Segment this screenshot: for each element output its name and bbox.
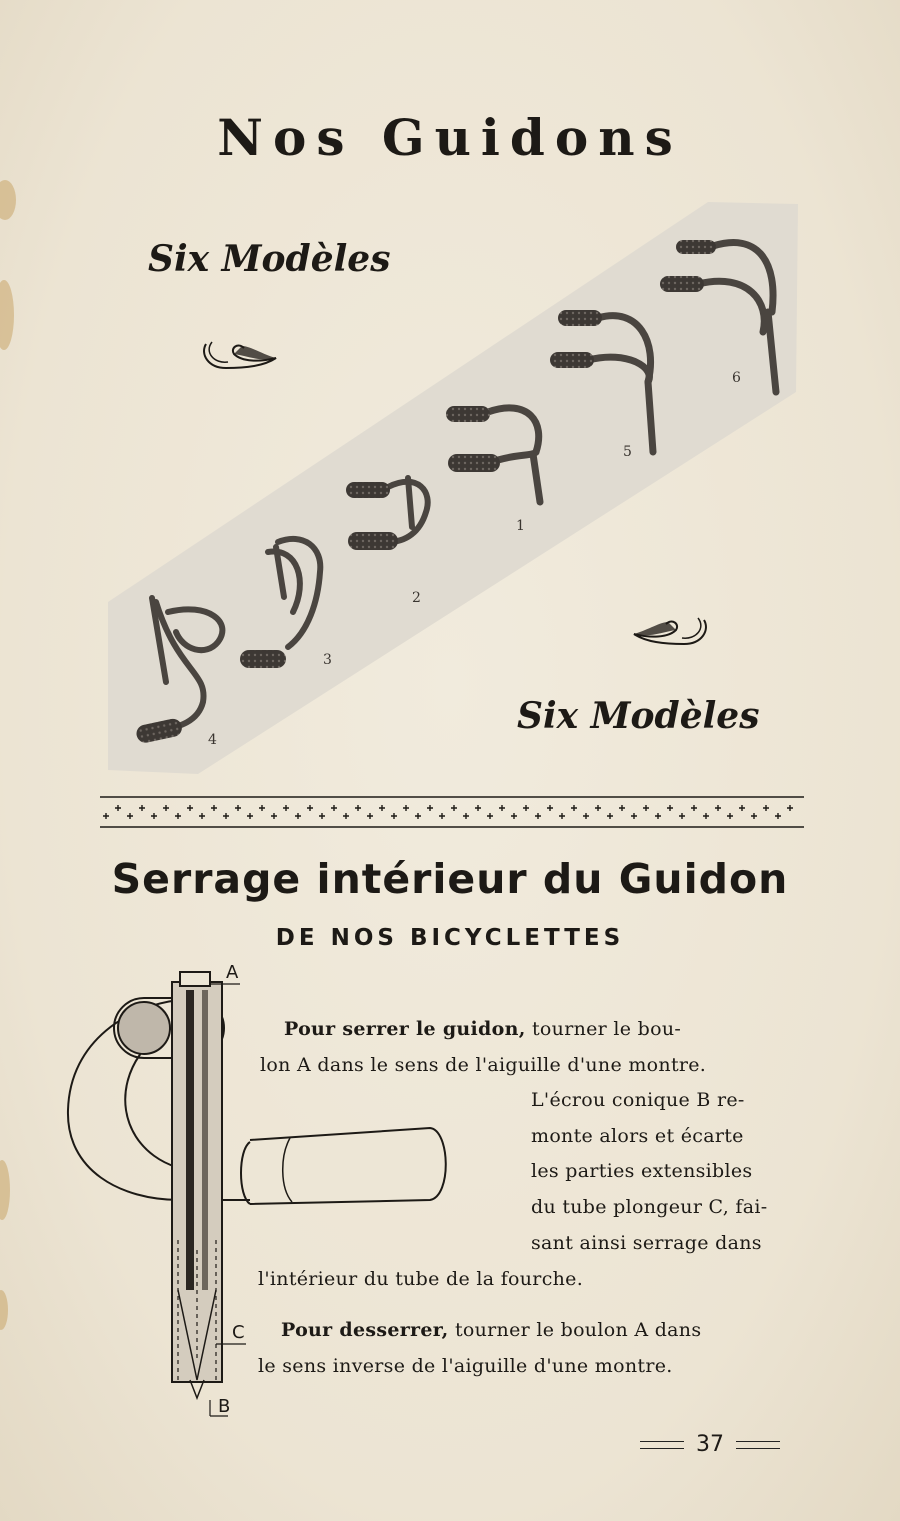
subtitle-bottom: Six Modèles — [517, 695, 760, 737]
subtitle-top: Six Modèles — [148, 238, 391, 280]
instruction-line: L'écrou conique B re- — [531, 1089, 745, 1111]
instruction-line: l'intérieur du tube de la fourche. — [258, 1268, 584, 1290]
handlebar-label-2: 2 — [412, 590, 421, 606]
instruction-line: tourner le bou- — [525, 1018, 682, 1040]
section-heading: Serrage intérieur du Guidon — [111, 855, 789, 903]
handlebar-label-5: 5 — [623, 444, 632, 460]
instruction-line: lon A dans le sens de l'aiguille d'une montre. — [260, 1054, 707, 1076]
diagram-label-a: A — [226, 962, 239, 983]
page-number-block — [640, 1432, 810, 1457]
instruction-line: sant ainsi serrage dans — [531, 1232, 762, 1254]
handlebar-label-3: 3 — [323, 652, 332, 668]
instruction-line: monte alors et écarte — [531, 1125, 744, 1147]
instruction-line: les parties extensibles — [531, 1160, 753, 1182]
instruction-line: le sens inverse de l'aiguille d'une montre. — [258, 1355, 673, 1377]
handlebar-label-4: 4 — [208, 732, 217, 748]
diagram-label-c: C — [232, 1322, 245, 1343]
instruction-line: tourner le boulon A dans — [448, 1319, 702, 1341]
handlebar-label-6: 6 — [732, 370, 741, 386]
page-title: Nos Guidons — [217, 108, 683, 167]
instruction-line: du tube plongeur C, fai- — [531, 1196, 768, 1218]
instruction-lead-tighten: Pour serrer le guidon, — [284, 1018, 526, 1040]
page-number-rule-right — [736, 1441, 780, 1449]
handlebar-label-1: 1 — [516, 518, 525, 534]
instruction-lead-loosen: Pour desserrer, — [281, 1319, 449, 1341]
section-subheading: DE NOS BICYCLETTES — [275, 925, 625, 951]
page-number: 37 — [696, 1432, 724, 1457]
diagram-label-b: B — [218, 1396, 231, 1417]
page-number-rule-left — [640, 1441, 684, 1449]
